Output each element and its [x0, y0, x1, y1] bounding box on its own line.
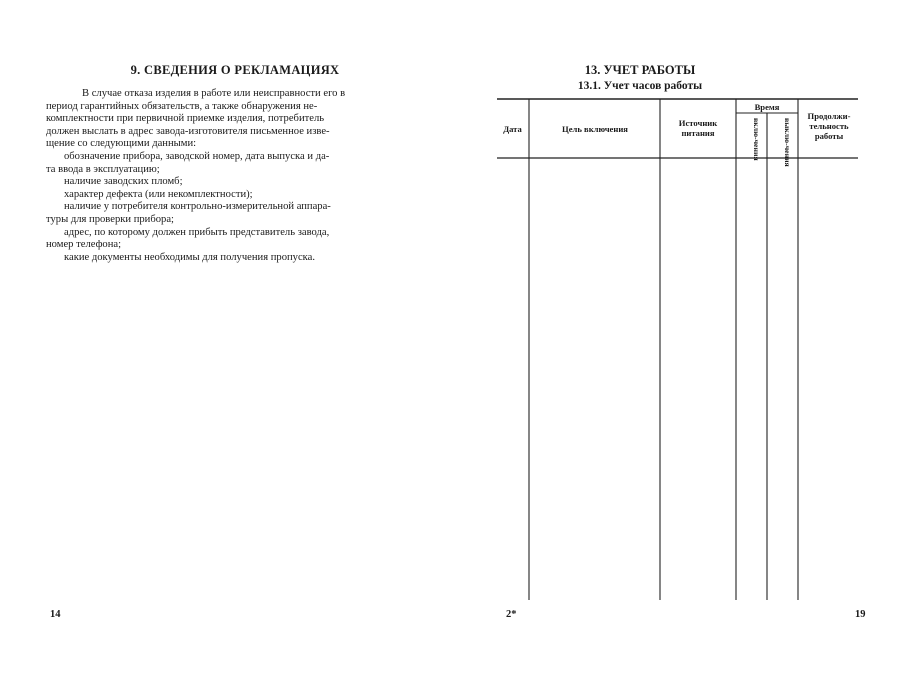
body-line: наличие заводских пломб;	[64, 176, 183, 188]
body-line: номер телефона;	[46, 239, 122, 251]
body-line: характер дефекта (или некомплектности);	[64, 188, 253, 200]
header-source: Источник питания	[678, 118, 718, 138]
section-title-reclamations: 9. СВЕДЕНИЯ О РЕКЛАМАЦИЯХ	[130, 63, 340, 77]
body-line: период гарантийных обязательств, а также обнаружения не-	[46, 100, 318, 112]
subsection-title-hours: 13.1. Учет часов работы	[577, 80, 703, 92]
body-line: наличие у потребителя контрольно-измерительной аппара-	[64, 201, 331, 213]
header-duration: Продолжи-тельность работы	[807, 111, 851, 141]
body-line: В случае отказа изделия в работе или неисправности его в	[82, 88, 346, 99]
body-line: туры для проверки прибора;	[46, 213, 174, 225]
section-title-work-log: 13. УЧЕТ РАБОТЫ	[584, 63, 696, 77]
work-hours-table-grid	[450, 0, 900, 689]
body-line: какие документы необходимы для получения пропуска.	[64, 251, 316, 263]
header-date: Дата	[503, 124, 522, 134]
header-time: Время	[754, 102, 780, 112]
header-time-on: вклю-чения	[752, 118, 761, 161]
right-page	[450, 0, 900, 689]
header-purpose: Цель включения	[562, 124, 628, 134]
page-number-right: 19	[855, 609, 866, 620]
body-line: обозначение прибора, заводской номер, дата выпуска и да-	[64, 150, 330, 162]
reclamations-body-text	[46, 88, 414, 264]
body-line: адрес, по которому должен прибыть представитель завода,	[64, 226, 330, 238]
body-line: щение со следующими данными:	[46, 138, 197, 150]
body-line: та ввода в эксплуатацию;	[46, 163, 160, 175]
header-time-off: выклю-чения	[783, 118, 792, 167]
body-line: должен выслать в адрес завода-изготовителя письменное изве-	[46, 125, 330, 137]
signature-mark: 2*	[506, 609, 517, 620]
body-line: комплектности при первичной приемке изделия, потребитель	[46, 113, 325, 125]
page-number-left: 14	[50, 609, 61, 620]
